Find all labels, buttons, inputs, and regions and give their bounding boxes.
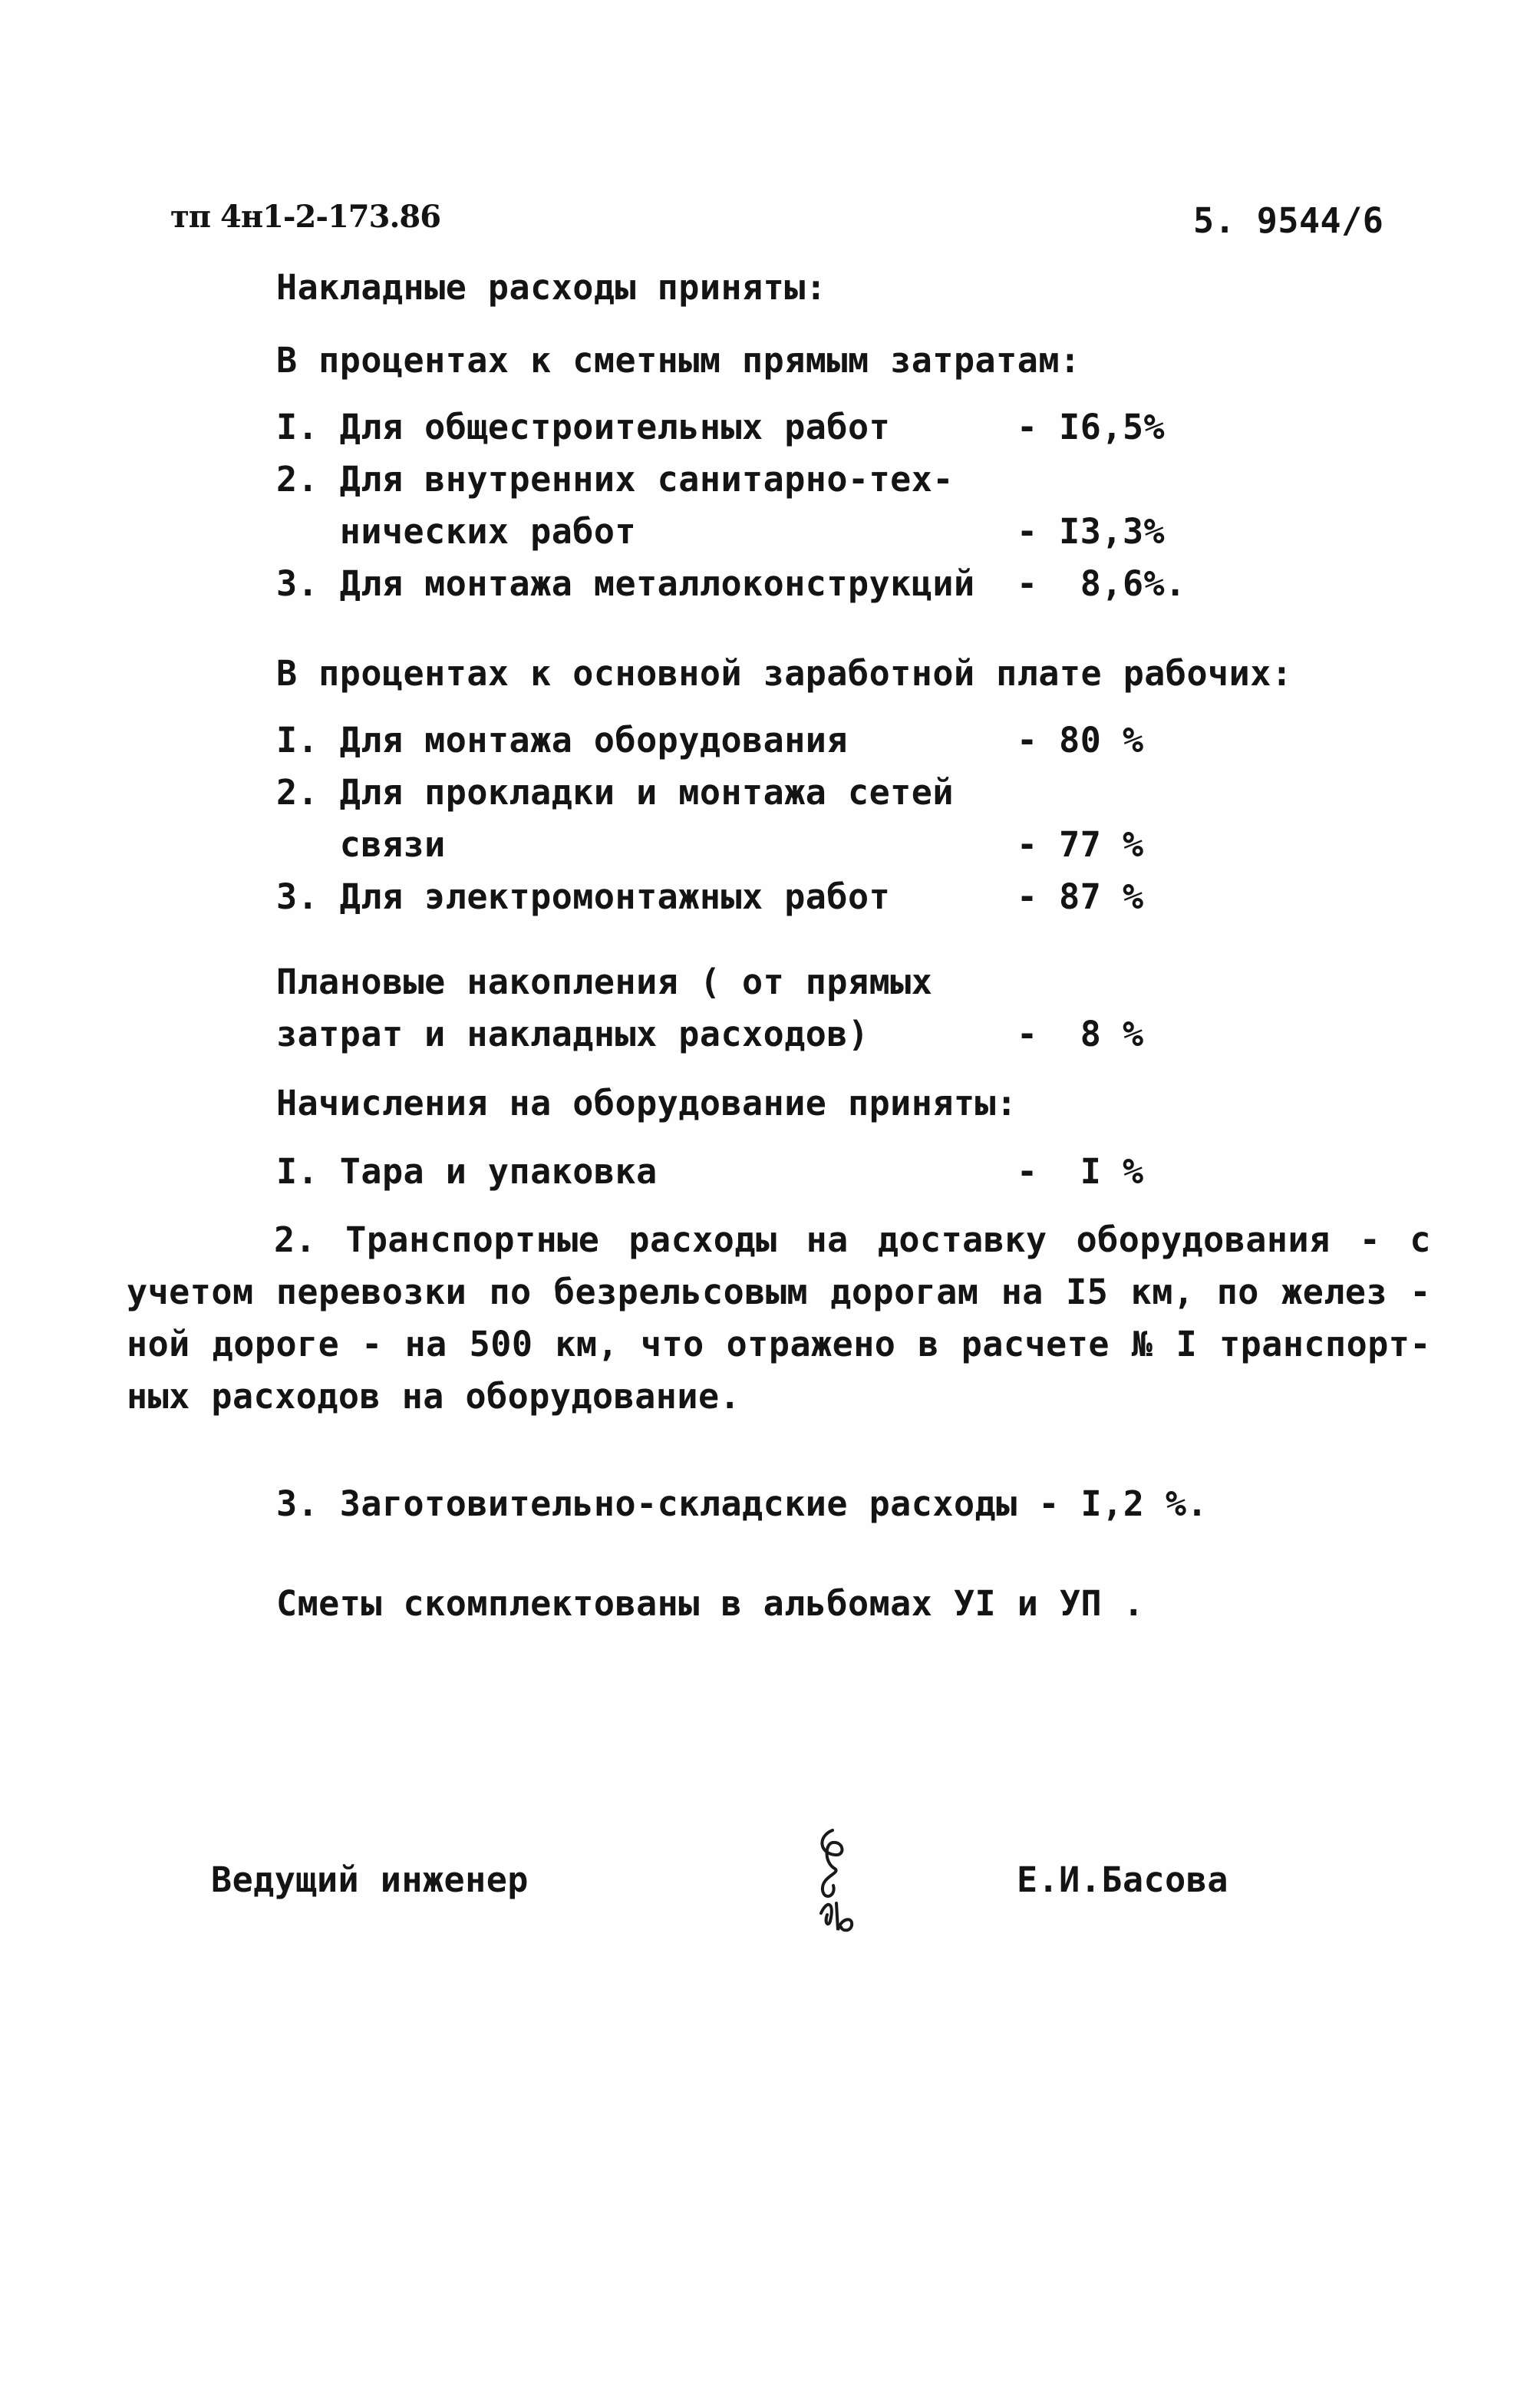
direct-costs-item-1-value: - I6,5% — [1017, 407, 1166, 447]
equipment-heading: Начисления на оборудование приняты: — [276, 1083, 1017, 1123]
signatory-position: Ведущий инженер — [211, 1859, 529, 1900]
signatory-name: Е.И.Басова — [1017, 1859, 1228, 1900]
planned-savings-line-1: Плановые накопления ( от прямых — [276, 962, 933, 1002]
equipment-item-1-value: - I % — [1017, 1151, 1144, 1192]
document-code: тп 4н1-2-173.86 — [170, 199, 441, 235]
wages-item-3-label: 3. Для электромонтажных работ — [276, 876, 891, 917]
direct-costs-item-1-label: I. Для общестроительных работ — [276, 407, 891, 447]
planned-savings-value: - 8 % — [1017, 1014, 1144, 1054]
wages-item-2-value: - 77 % — [1017, 824, 1144, 865]
wages-item-2-label-cont: связи — [276, 824, 446, 865]
direct-costs-item-2-label: 2. Для внутренних санитарно-тех- — [276, 459, 954, 500]
wages-item-2-label: 2. Для прокладки и монтажа сетей — [276, 772, 954, 813]
handwritten-signature — [790, 1823, 875, 1938]
wages-item-1-value: - 80 % — [1017, 720, 1144, 761]
planned-savings-line-2: затрат и накладных расходов) — [276, 1014, 869, 1054]
equipment-item-1-label: I. Тара и упаковка — [276, 1151, 658, 1192]
direct-costs-item-3-value: - 8,6%. — [1017, 563, 1186, 604]
overhead-title: Накладные расходы приняты: — [276, 267, 827, 308]
wages-item-3-value: - 87 % — [1017, 876, 1144, 917]
direct-costs-item-2-value: - I3,3% — [1017, 511, 1166, 552]
wages-item-1-label: I. Для монтажа оборудования — [276, 720, 848, 761]
equipment-item-2-paragraph: 2. Транспортные расходы на доставку оборудования - с учетом перевозки по безрельсовым дорогам на I5 км, по желез - ной дороге - на 500 км, что отражено в расчете № I транспорт-ных расходов на оборудование. — [127, 1219, 1431, 1417]
albums-note: Сметы скомплектованы в альбомах УI и УП . — [276, 1583, 1145, 1624]
direct-costs-item-3-label: 3. Для монтажа металлоконструкций — [276, 563, 975, 604]
direct-costs-heading: В процентах к сметным прямым затратам: — [276, 340, 1081, 381]
equipment-item-3: 3. Заготовительно-складские расходы - I,2 %. — [276, 1483, 1209, 1524]
sheet-number: 5. 9544/6 — [1193, 200, 1384, 241]
direct-costs-item-2-label-cont: нических работ — [276, 511, 637, 552]
wages-heading: В процентах к основной заработной плате рабочих: — [276, 653, 1293, 694]
